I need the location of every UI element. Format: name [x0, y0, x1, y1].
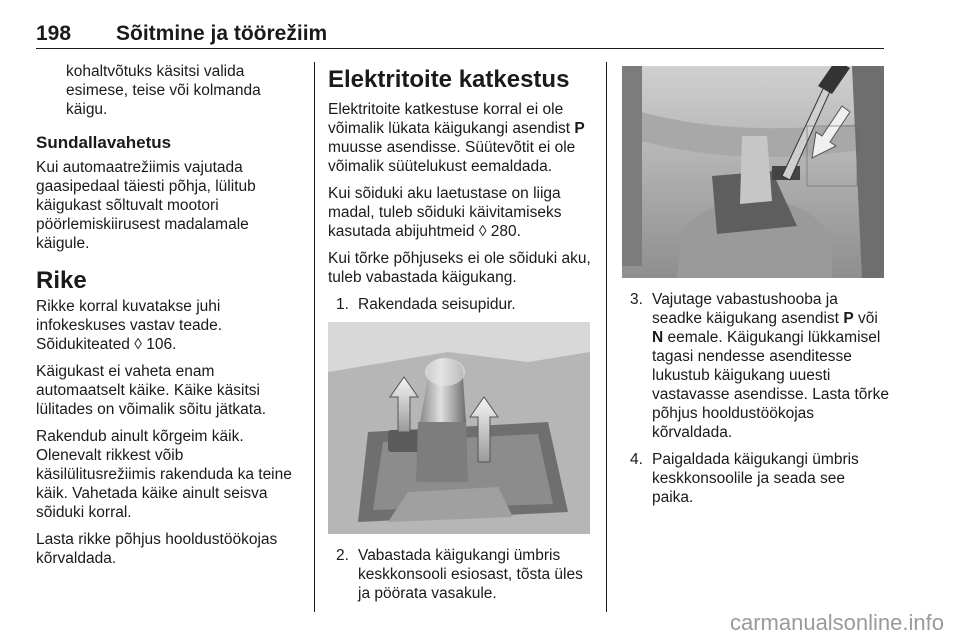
- page-ref-280[interactable]: 280.: [490, 223, 521, 240]
- steps-list-1: [328, 295, 592, 314]
- gear-lever-illustration: [328, 322, 590, 534]
- column-divider-2: [606, 62, 607, 612]
- heading-rike: Rike: [36, 267, 87, 294]
- step-3: 3. Vajutage vabastushooba ja seadke käigukang asendist P või N eemale. Käigukangi lükkamisel tagasi nendesse asenditesse lukustub käigukang uuesti vastavasse asendisse. Lasta tõrke põhjus hooldustöökojas kõrvaldada.: [630, 291, 889, 441]
- watermark: carmanualsonline.info: [729, 610, 944, 635]
- steps-list-3: [622, 290, 890, 507]
- paragraph-rike-1: Rikke korral kuvatakse juhi infokeskuses vastav teade. Sõidukiteated ◊ 106.: [36, 298, 223, 353]
- paragraph-rike-4: Lasta rikke põhjus hooldustöökojas kõrvaldada.: [36, 531, 278, 567]
- intro-paragraph: kohaltvõtuks käsitsi valida esimese, teise või kolmanda käigu.: [66, 63, 261, 118]
- paragraph-rike-3: Rakendub ainult kõrgeim käik. Olenevalt rikkest võib käsilülitusrežiimis rakenduda ka teine käik. Vahetada käike ainult seisva sõiduki korral.: [36, 428, 292, 521]
- heading-elektritoite-katkestus: Elektritoite katkestus: [328, 66, 570, 93]
- step-1: 1. Rakendada seisupidur.: [336, 296, 516, 313]
- paragraph-power-2: Kui sõiduki aku laetustase on liiga madal, tuleb sõiduki käivitamiseks kasutada abijuhtmeid ◊ 280.: [328, 185, 562, 240]
- column-divider-1: [314, 62, 315, 612]
- step-4: 4. Paigaldada käigukangi ümbris keskkonsoolile ja seada see paika.: [630, 451, 859, 506]
- page-number: 198: [36, 22, 72, 45]
- paragraph-power-1: Elektritoite katkestuse korral ei ole võimalik lükata käigukangi asendist P muusse asendisse. Süütevõtit ei ole võimalik süütelukust eemaldada.: [328, 101, 585, 175]
- chapter-title: Sõitmine ja töörežiim: [116, 22, 328, 45]
- column-3: [622, 290, 890, 515]
- step-2: 2. Vabastada käigukangi ümbris keskkonsooli esiosast, tõsta üles ja pöörata vasakule.: [336, 547, 583, 602]
- steps-list-2: [328, 546, 592, 603]
- column-2: [328, 66, 592, 611]
- heading-sundallavahetus: Sundallavahetus: [36, 133, 172, 152]
- header-rule: [36, 48, 884, 49]
- column-1: [36, 62, 304, 576]
- paragraph-sundallavahetus: Kui automaatrežiimis vajutada gaasipedaal täiesti põhja, lülitub käigukast sõltuvalt mootori pöörlemiskiirusest madalamale käigule.: [36, 159, 256, 252]
- paragraph-power-3: Kui tõrke põhjuseks ei ole sõiduki aku, tuleb vabastada käigukang.: [328, 250, 591, 286]
- paragraph-rike-2: Käigukast ei vaheta enam automaatselt käike. Käike käsitsi lülitades on võimalik sõitu jätkata.: [36, 363, 267, 418]
- page-ref-arrow-icon: ◊: [134, 336, 142, 353]
- page-ref-arrow-icon: ◊: [478, 223, 487, 240]
- page-ref-106[interactable]: 106.: [146, 336, 177, 353]
- release-lever-illustration: [622, 66, 884, 278]
